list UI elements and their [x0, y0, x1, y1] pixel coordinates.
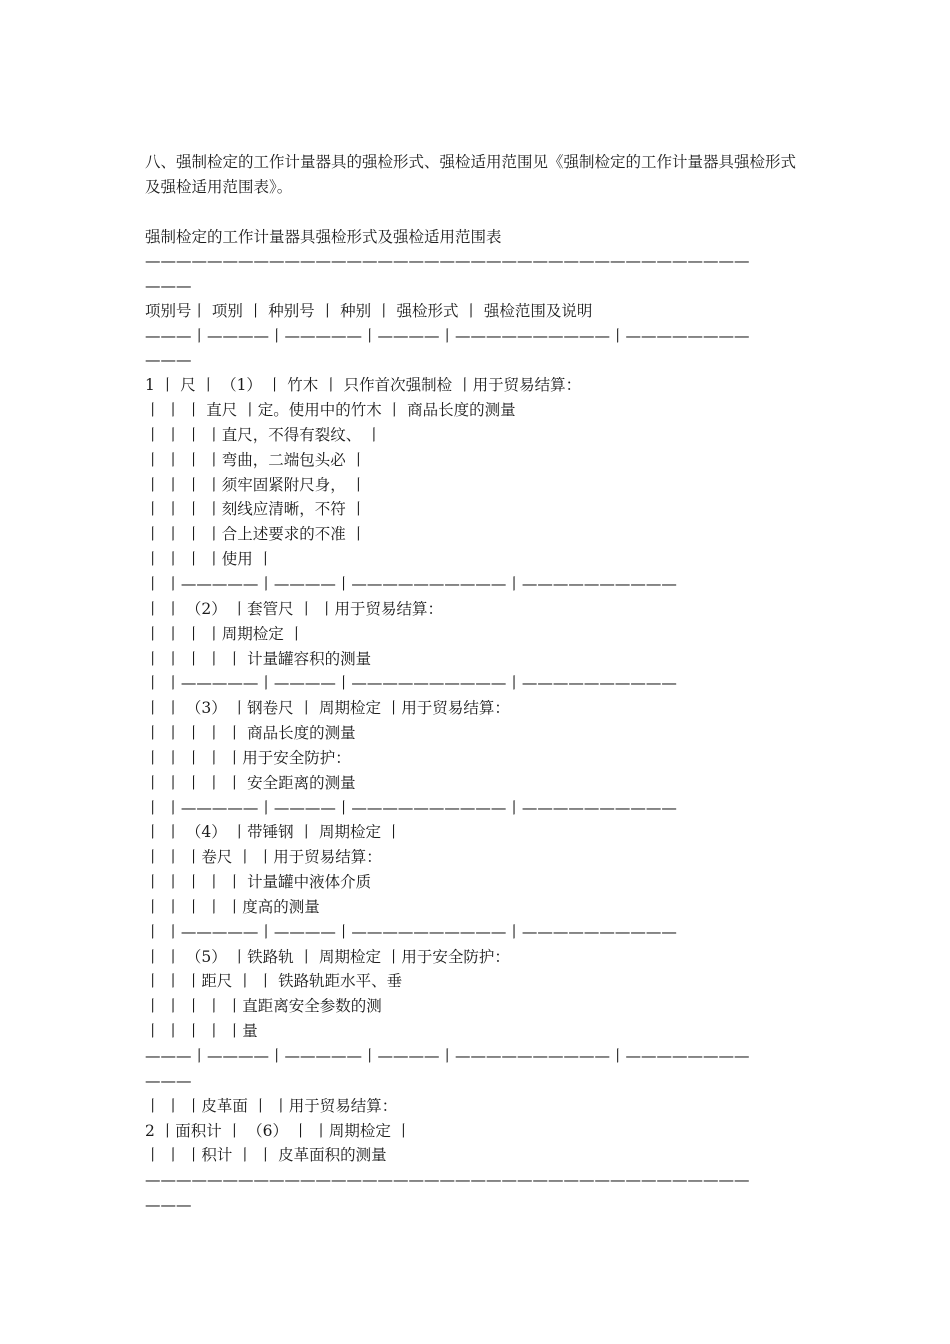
table-line: 丨 丨 丨皮革面 丨 丨用于贸易结算： — [145, 1096, 398, 1115]
table-line: 丨 丨 （2） 丨套管尺 丨 丨用于贸易结算： — [145, 599, 443, 618]
table-line: 丨 丨 丨卷尺 丨 丨用于贸易结算： — [145, 848, 382, 867]
table-line: 丨 丨 丨 丨须牢固紧附尺身， 丨 — [145, 475, 367, 494]
table-line: 项别号丨 项别 丨 种别号 丨 种别 丨 强检形式 丨 强检范围及说明 — [145, 301, 593, 320]
intro-paragraph: 八、强制检定的工作计量器具的强检形式、强检适用范围见《强制检定的工作计量器具强检形式及强检适用范围表》。 — [145, 153, 797, 196]
table-line: 丨 丨 丨 丨合上述要求的不准 丨 — [145, 525, 367, 544]
table-line: 丨 丨 丨积计 丨 丨 皮革面积的测量 — [145, 1146, 387, 1165]
table-line: 丨 丨 （5） 丨铁路轨 丨 周期检定 丨用于安全防护： — [145, 947, 510, 966]
table-line: 丨 丨—————丨————丨——————————丨—————————— — [145, 922, 677, 941]
table-line: 丨 丨 丨 丨 丨度高的测量 — [145, 897, 320, 916]
table-line: 丨 丨—————丨————丨——————————丨—————————— — [145, 674, 677, 693]
table-line: 丨 丨 丨 丨周期检定 丨 — [145, 624, 305, 643]
table-line: 丨 丨 丨 丨 丨 安全距离的测量 — [145, 773, 356, 792]
table-line: 丨 丨 （3） 丨钢卷尺 丨 周期检定 丨用于贸易结算： — [145, 699, 510, 718]
text-table — [145, 249, 810, 1218]
table-line: 丨 丨 丨 丨 丨量 — [145, 1022, 258, 1041]
table-line: 丨 丨 丨 丨 丨直距离安全参数的测 — [145, 997, 382, 1016]
table-line: 2 丨面积计 丨 （6） 丨 丨周期检定 丨 — [145, 1121, 412, 1140]
table-line: 丨 丨 丨 丨使用 丨 — [145, 550, 274, 569]
table-line: 丨 丨 丨 丨弯曲，二端包头必 丨 — [145, 450, 367, 469]
table-line: 丨 丨—————丨————丨——————————丨—————————— — [145, 574, 677, 593]
table-line: ——— — [145, 1196, 192, 1215]
table-line: ——— — [145, 276, 192, 295]
table-title: 强制检定的工作计量器具强检形式及强检适用范围表 — [145, 228, 502, 246]
table-line: 丨 丨—————丨————丨——————————丨—————————— — [145, 798, 677, 817]
table-line: 丨 丨 丨 丨 丨 商品长度的测量 — [145, 724, 356, 743]
table-line: 1 丨 尺 丨 （1） 丨 竹木 丨 只作首次强制检 丨用于贸易结算： — [145, 376, 582, 395]
table-line: 丨 丨 （4） 丨带锤钢 丨 周期检定 丨 — [145, 823, 402, 842]
table-line: ———丨————丨—————丨————丨——————————丨———————— — [145, 1047, 750, 1065]
table-line: ——— — [145, 1071, 192, 1090]
table-line: ——— — [145, 351, 192, 370]
table-line: ——————————————————————————————————————— — [145, 252, 750, 270]
table-line: ———丨————丨—————丨————丨——————————丨———————— — [145, 326, 750, 345]
table-line: 丨 丨 丨 直尺 丨定。使用中的竹木 丨 商品长度的测量 — [145, 401, 516, 420]
table-line: ——————————————————————————————————————— — [145, 1171, 750, 1190]
table-line: 丨 丨 丨距尺 丨 丨 铁路轨距水平、垂 — [145, 972, 403, 991]
table-line: 丨 丨 丨 丨直尺，不得有裂纹、 丨 — [145, 425, 382, 444]
table-line: 丨 丨 丨 丨 丨 计量罐容积的测量 — [145, 649, 372, 668]
table-line: 丨 丨 丨 丨 丨 计量罐中液体介质 — [145, 873, 372, 892]
table-line: 丨 丨 丨 丨刻线应清晰，不符 丨 — [145, 500, 367, 519]
table-line: 丨 丨 丨 丨 丨用于安全防护： — [145, 748, 351, 767]
